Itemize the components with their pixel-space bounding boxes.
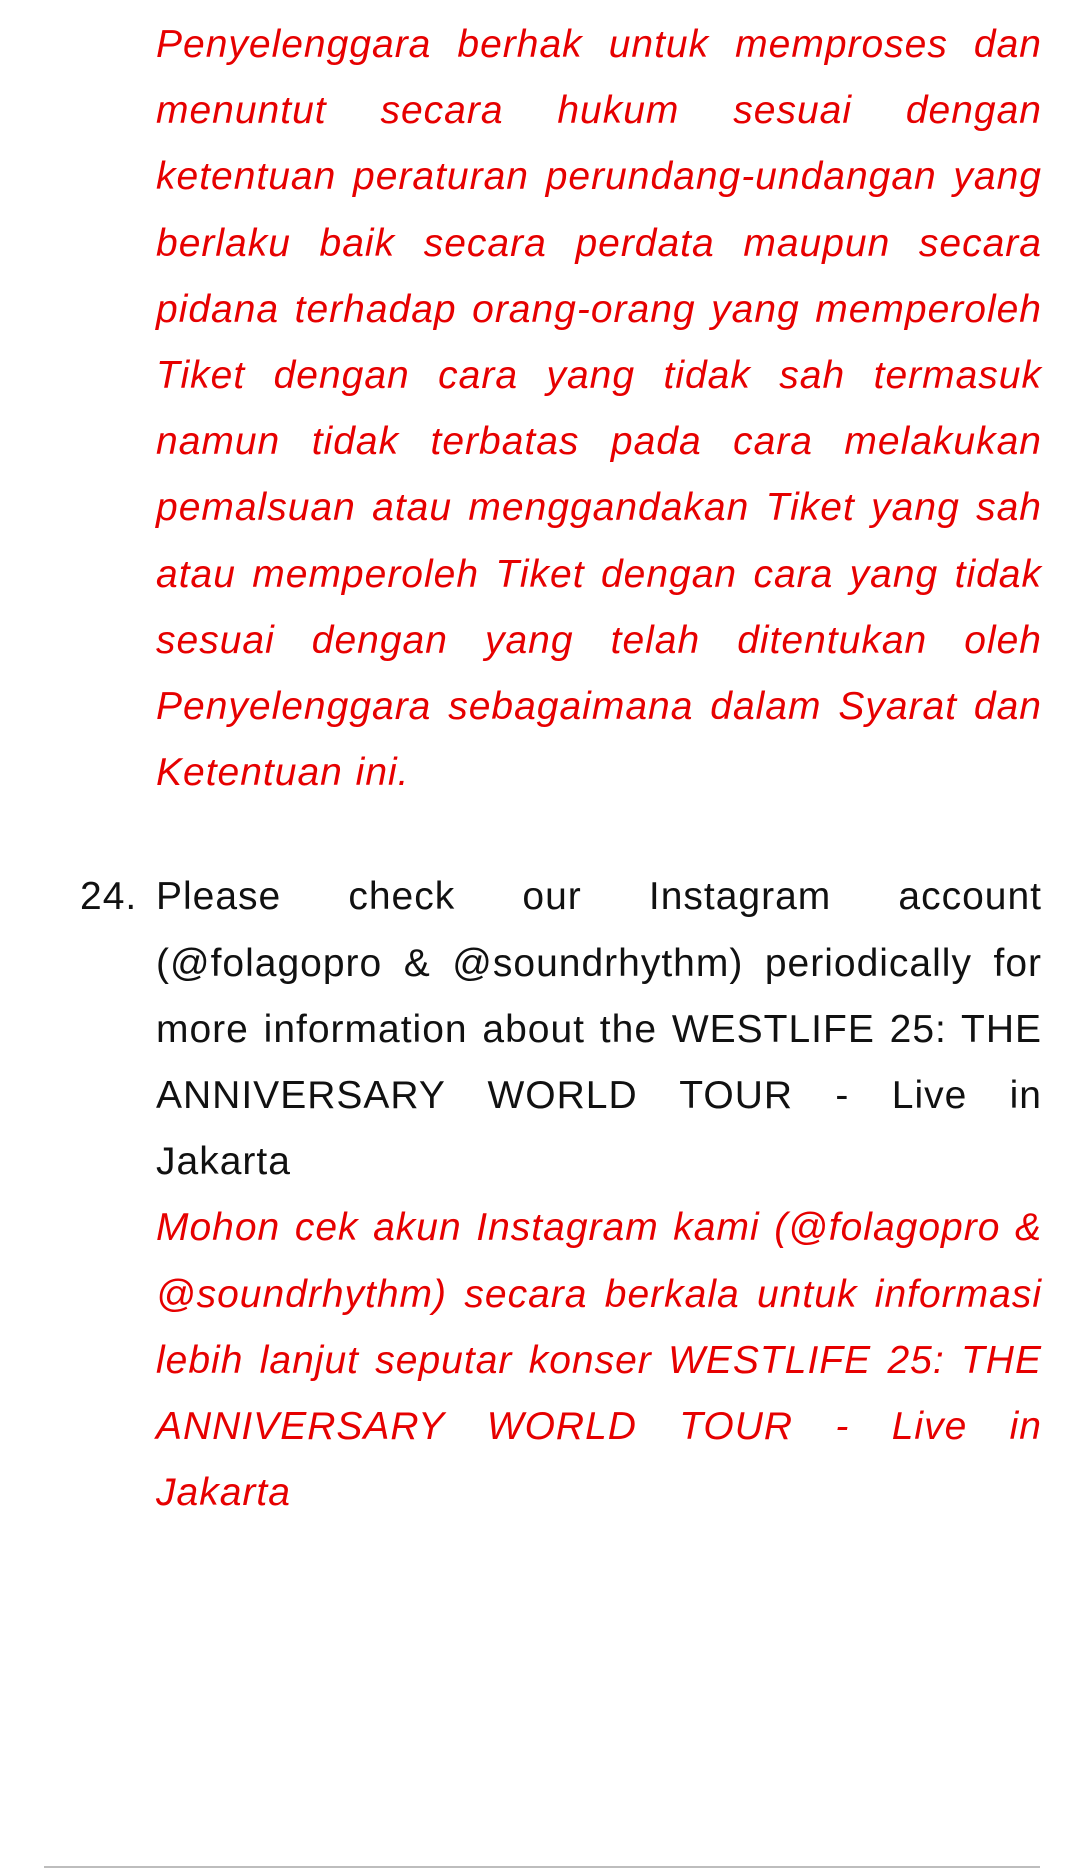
terms-item-24-english: Please check our Instagram account (@folagopro & @soundrhythm) periodically for more information about the WESTLIFE 25: THE ANNIVERSARY WORLD TOUR - Live in Jakarta bbox=[156, 875, 1042, 1184]
terms-item-24-indonesian: Mohon cek akun Instagram kami (@folagopro & @soundrhythm) secara berkala untuk informasi lebih lanjut seputar konser WESTLIFE 25: THE ANNIVERSARY WORLD TOUR - Live in Jakarta bbox=[156, 1206, 1042, 1515]
terms-item-continued-indonesian: Penyelenggara berhak untuk memproses dan menuntut secara hukum sesuai dengan ketentuan peraturan perundang-undangan yang berlaku baik secara perdata maupun secara pidana terhadap orang-orang yang memperoleh Tiket dengan cara yang tidak sah termasuk namun tidak terbatas pada cara melakukan pemalsuan atau menggandakan Tiket yang sah atau memperoleh Tiket dengan cara yang tidak sesuai dengan yang telah ditentukan oleh Penyelenggara sebagaimana dalam Syarat dan Ketentuan ini. bbox=[156, 23, 1042, 795]
terms-list bbox=[80, 12, 1042, 1526]
section-divider bbox=[44, 1866, 1040, 1868]
terms-item-24 bbox=[80, 864, 1042, 1526]
list-item-number: 24. bbox=[80, 875, 138, 919]
